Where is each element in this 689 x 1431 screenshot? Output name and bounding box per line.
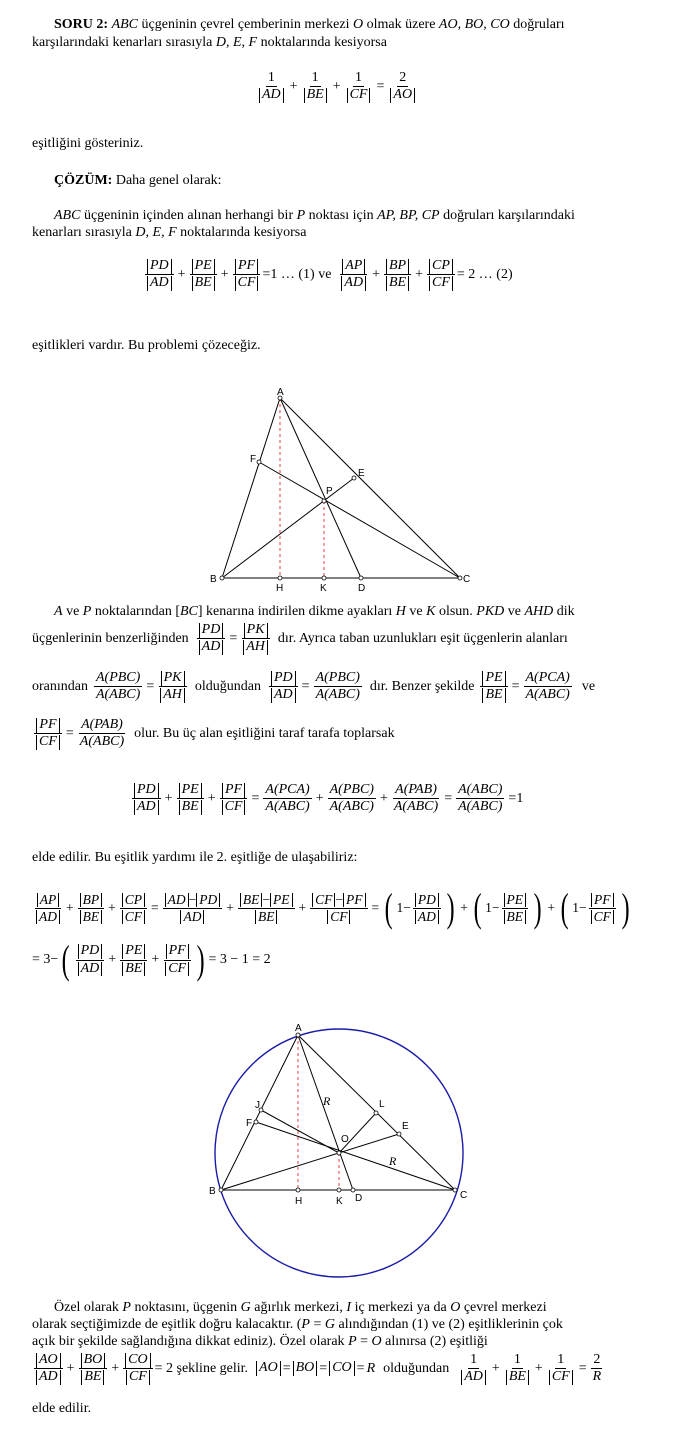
solution-intro: ÇÖZÜM: Daha genel olarak: (54, 173, 222, 188)
figure-triangle-p (200, 388, 480, 598)
label-k: K (320, 583, 327, 594)
problem-line-2: karşılarındaki kenarları sırasıyla D, E, F noktalarında kesiyorsa (32, 35, 387, 50)
label-a-2: A (295, 1023, 302, 1034)
line-ad (280, 398, 361, 578)
solution-p9: olarak seçtiğimizde de eşitlik doğru kalacaktır. (P = G alındığından (1) ve (2) eşitliklerinin çok (32, 1317, 563, 1332)
label-b: B (210, 574, 217, 585)
problem-label: SORU 2: (54, 17, 109, 32)
label-e: E (358, 468, 365, 479)
label-o: O (341, 1134, 349, 1145)
solution-p5: oranından $\frac{\text{A(PBC)}}{\text{A(ABC)}}$ = $\frac{PK}{AH}$ olduğundan $\frac{PD}{AD}$ = $\frac{\text{A(PBC)}}{\text{A(ABC)}}$ dır. Benzer şekilde $\frac{PE}{BE}$ = $\frac{\text{A(PCA)}}{\text{A(ABC)}}$ ve (32, 670, 596, 703)
label-a: A (277, 388, 284, 398)
label-r-2: R (389, 1154, 397, 1168)
problem-after: eşitliğini gösteriniz. (32, 136, 144, 151)
solution-p11: $\frac{AO}{AD}$ + $\frac{BO}{BE}$ + $\frac{CO}{CF}$ = 2 şekline gelir. AO = BO = CO = R olduğundan $\frac{1}{AD}$ + $\frac{1}{BE}$ + $\frac{1}{CF}$ = $\frac{2}{R}$ (32, 1352, 605, 1385)
solution-p1: ABC üçgeninin içinden alınan herhangi bir P noktası için AP, BP, CP doğruları karşılarındaki (54, 208, 575, 223)
label-b-2: B (209, 1186, 216, 1197)
sum-equation: $\frac{PD}{AD}$ + $\frac{PE}{BE}$ + $\frac{PF}{CF}$ = $\frac{\text{A(PCA)}}{\text{A(ABC)}}$ + $\frac{\text{A(PBC)}}{\text{A(ABC)}}$ + $\frac{\text{A(PAB)}}{\text{A(ABC)}}$ = $\frac{\text{A(ABC)}}{\text{A(ABC)}}$ =1 (130, 782, 525, 815)
derivation-line-2: = 3− ( $\frac{PD}{AD}$ + $\frac{PE}{BE}$ + $\frac{PF}{CF}$ ) = 3 − 1 = 2 (32, 937, 271, 982)
solution-p10: açık bir şekilde sağlandığına dikkat ediniz). Özel olarak P = O alınırsa (2) eşitliği (32, 1334, 488, 1349)
figure-circumcircle (205, 1018, 475, 1288)
equations-1-2: $\frac{PD}{AD}$ + $\frac{PE}{BE}$ + $\frac{PF}{CF}$ =1 … (1) ve $\frac{AP}{AD}$ + $\frac{BP}{BE}$ + $\frac{CP}{CF}$ = 2 … (2) (143, 258, 513, 291)
derivation-line-1: $\frac{AP}{AD}$ + $\frac{BP}{BE}$ + $\frac{CP}{CF}$ = $\frac{AD - PD}{AD}$ + $\frac{BE - PE}{BE}$ + $\frac{CF - PF}{CF}$ = ( 1− $\frac{PD}{AD}$ ) + ( 1− $\frac{PE}{BE}$ ) + ( 1− $\frac{PF}{CF}$ ) (32, 888, 633, 928)
label-c-2: C (460, 1190, 468, 1201)
label-l: L (379, 1099, 385, 1110)
line-be (222, 478, 354, 578)
problem-statement: SORU 2: ABC üçgeninin çevrel çemberinin merkezi O olmak üzere AO, BO, CO doğruları (54, 17, 565, 32)
solution-p12: elde edilir. (32, 1401, 92, 1416)
solution-p8: Özel olarak P noktasını, üçgenin G ağırlık merkezi, I iç merkezi ya da O çevrel merkezi (54, 1300, 547, 1315)
solution-p1-line2: kenarları sırasıyla D, E, F noktalarında kesiyorsa (32, 225, 307, 240)
solution-p4: üçgenlerinin benzerliğinden $\frac{PD}{AD}$ = $\frac{PK}{AH}$ dır. Ayrıca taban uzunlukları eşit üçgenlerin alanları (32, 622, 568, 655)
line-cf-2 (256, 1122, 455, 1190)
label-k-2: K (336, 1196, 343, 1207)
line-ad-2 (298, 1035, 353, 1190)
label-p: P (326, 486, 333, 497)
main-equation: $\frac{1}{AD}$ + $\frac{1}{BE}$ + $\frac{1}{CF}$ = $\frac{2}{AO}$ (255, 70, 419, 103)
solution-p6: $\frac{PF}{CF}$ = $\frac{\text{A(PAB)}}{\text{A(ABC)}}$ olur. Bu üç alan eşitliğini taraf tarafa toplarsak (32, 717, 395, 750)
solution-label: ÇÖZÜM: (54, 173, 113, 188)
solution-p2: eşitlikleri vardır. Bu problemi çözeceğiz. (32, 338, 261, 353)
line-cf (259, 462, 460, 578)
label-e-2: E (402, 1121, 409, 1132)
label-d-2: D (355, 1193, 363, 1204)
label-f: F (250, 454, 257, 465)
label-j: J (255, 1100, 260, 1111)
label-r-1: R (323, 1094, 331, 1108)
solution-p3: A ve P noktalarından [BC] kenarına indirilen dikme ayakları H ve K olsun. PKD ve AHD dik (54, 604, 575, 619)
label-f-2: F (246, 1118, 253, 1129)
label-c: C (463, 574, 471, 585)
solution-p7: elde edilir. Bu eşitlik yardımı ile 2. eşitliğe de ulaşabiliriz: (32, 850, 358, 865)
label-d: D (358, 583, 366, 594)
label-h-2: H (295, 1196, 303, 1207)
label-h: H (276, 583, 284, 594)
